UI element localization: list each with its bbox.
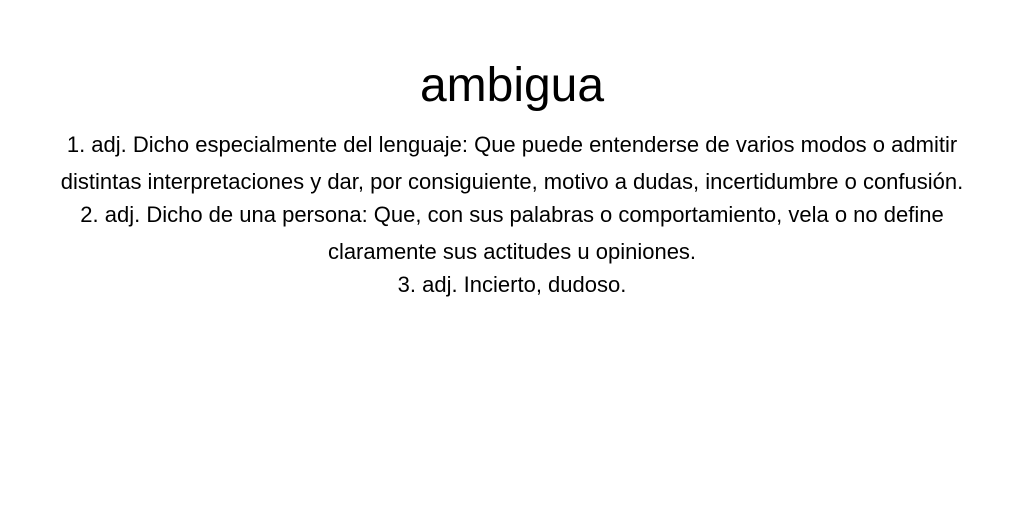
definition-2: 2. adj. Dicho de una persona: Que, con sus palabras o comportamiento, vela o no define claramente sus actitudes u opiniones. <box>80 202 944 264</box>
definitions-list <box>32 126 992 303</box>
definition-3: 3. adj. Incierto, dudoso. <box>397 272 627 297</box>
definition-1: 1. adj. Dicho especialmente del lenguaje: Que puede entenderse de varios modos o admitir distintas interpretaciones y dar, por consiguiente, motivo a dudas, incertidumbre o confusión. <box>60 132 964 194</box>
entry-word: ambigua <box>419 59 605 112</box>
